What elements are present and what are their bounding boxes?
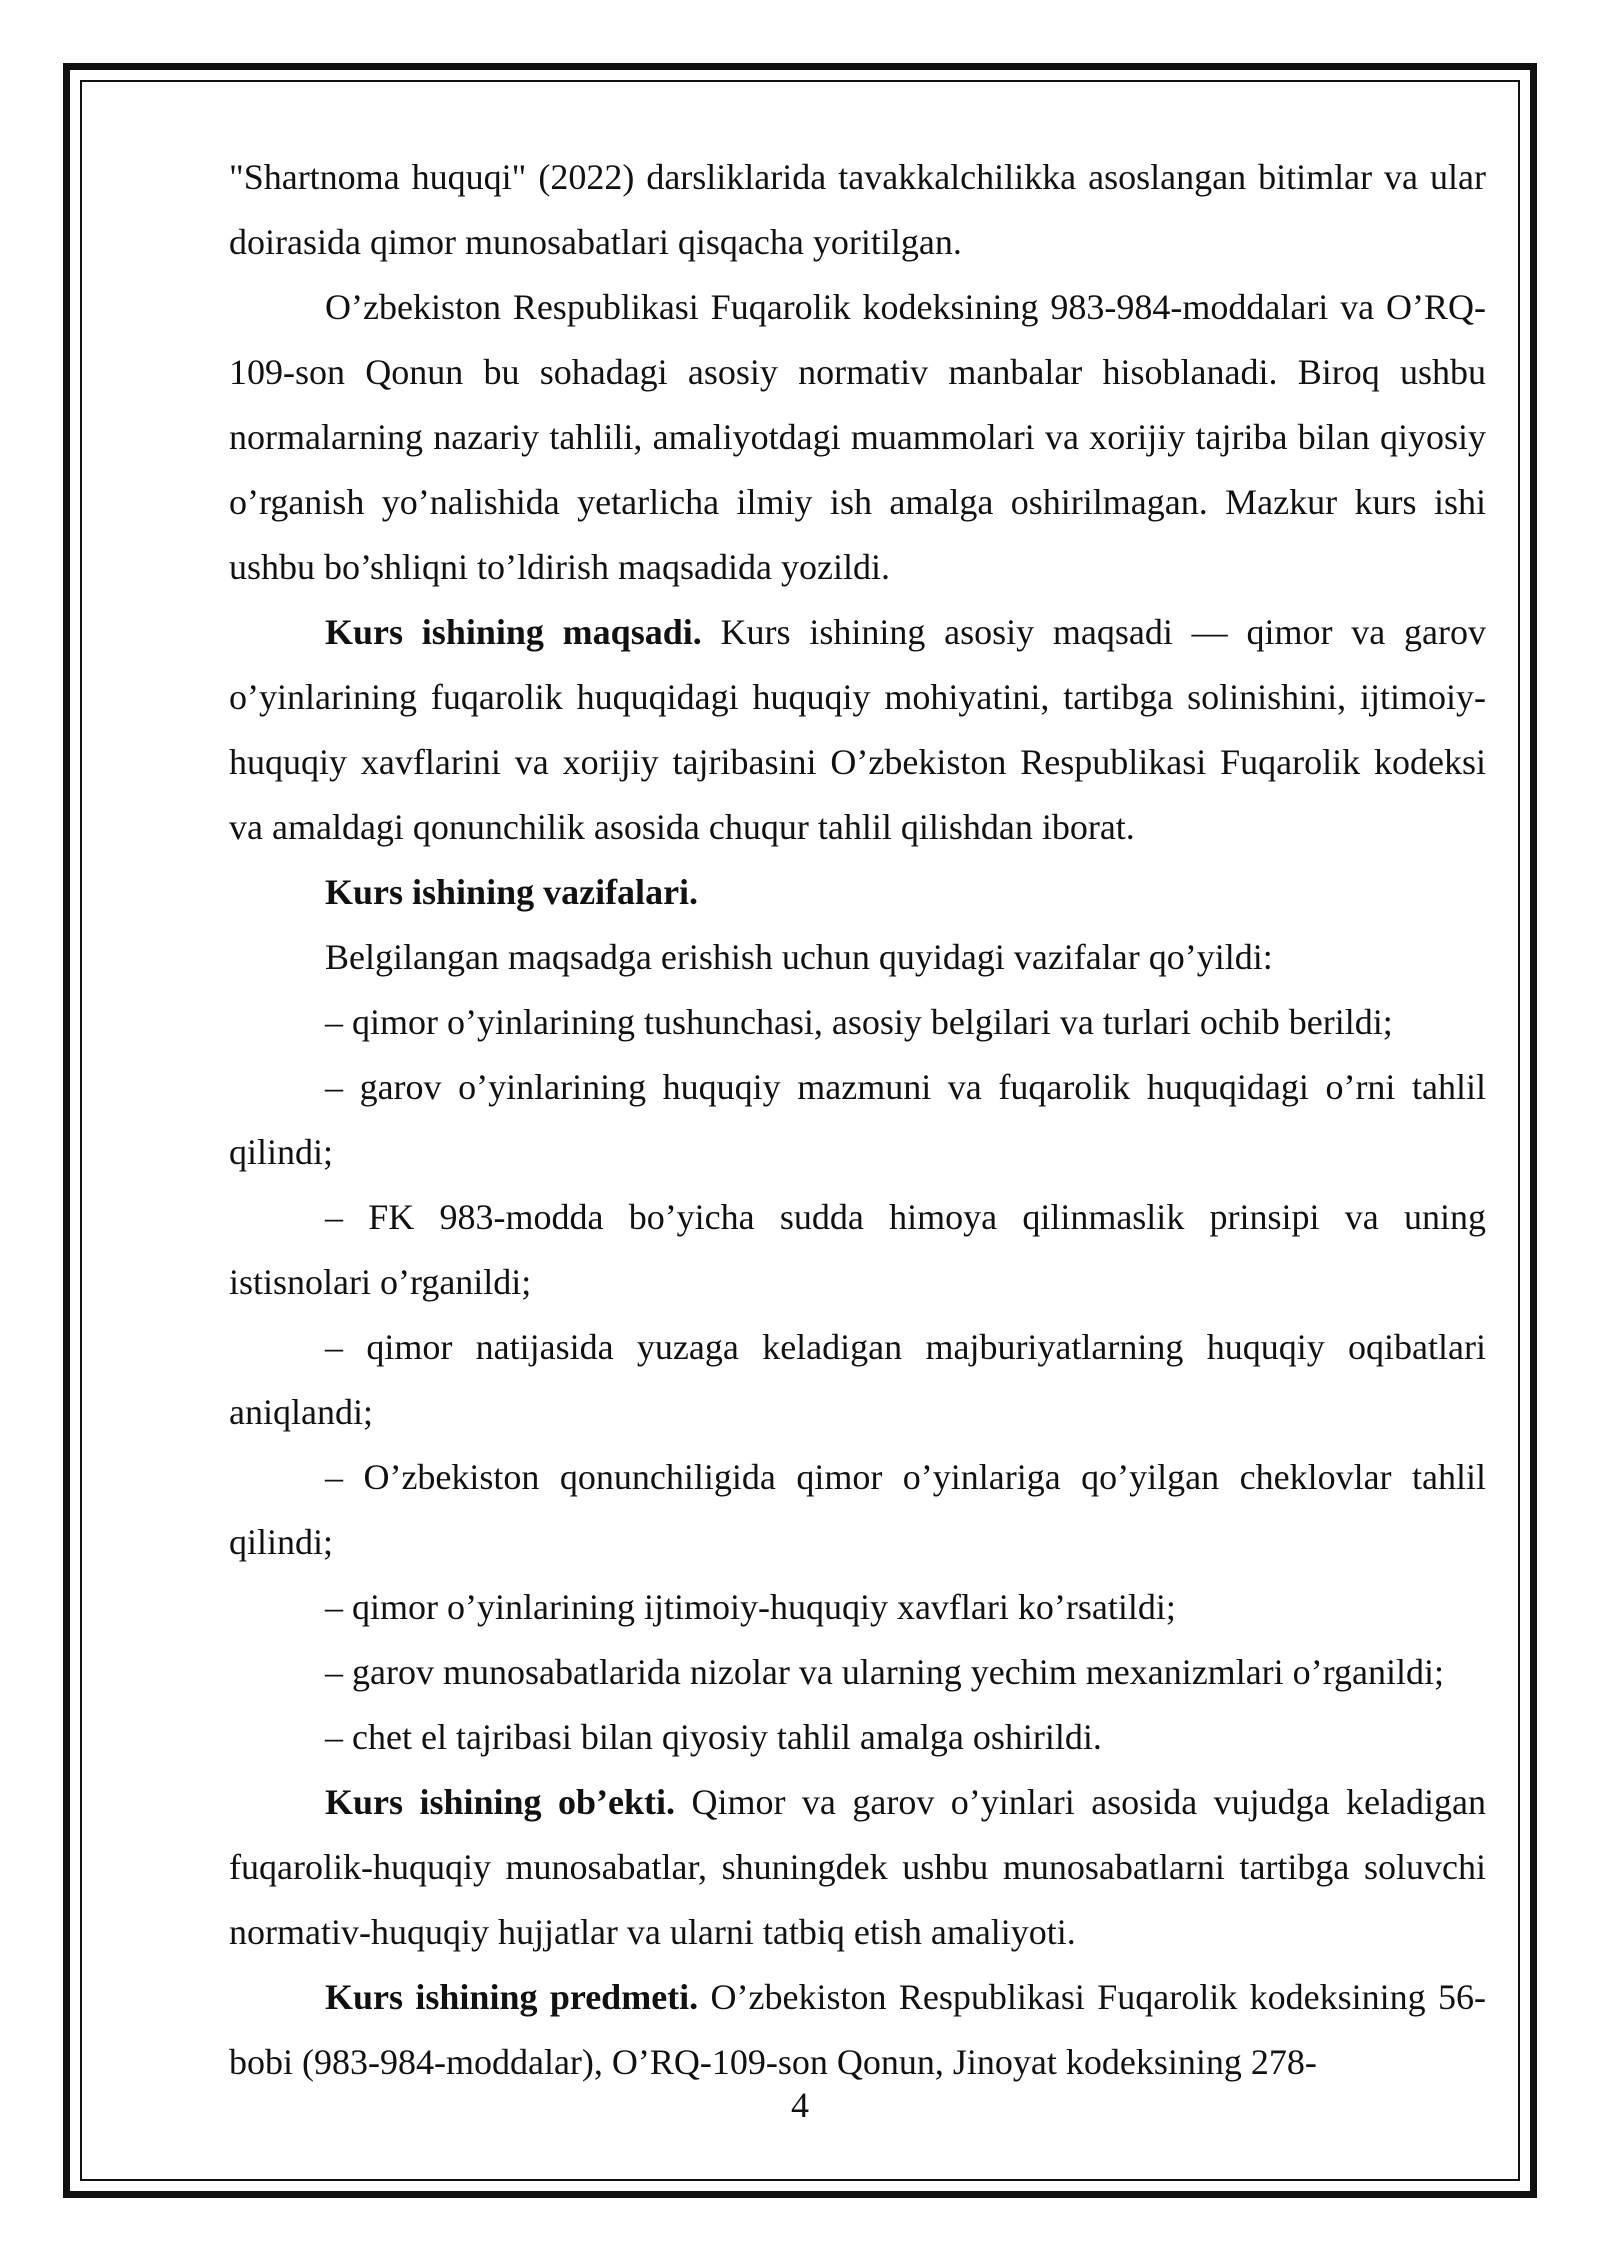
task-list-item: – qimor o’yinlarining tushunchasi, asosiy belgilari va turlari ochib berildi; [325,1002,1393,1042]
heading-subject: Kurs ishining predmeti. [325,1977,699,2017]
paragraph-subject: Kurs ishining predmeti. O’zbekiston Respublikasi Fuqarolik kodeksining 56-bobi (983-984-moddalar), O’RQ-109-son Qonun, Jinoyat kodeksining 278- [229,1977,1486,2082]
task-list-item: – garov munosabatlarida nizolar va ularning yechim mexanizmlari o’rganildi; [325,1652,1444,1692]
task-list-item: – FK 983-modda bo’yicha sudda himoya qilinmaslik prinsipi va uning istisnolari o’rganildi; [229,1197,1486,1302]
paragraph-object: Kurs ishining ob’ekti. Qimor va garov o’yinlari asosida vujudga keladigan fuqarolik-huquqiy munosabatlar, shuningdek ushbu munosabatlarni tartibga soluvchi normativ-huquqiy hujjatlar va ularni tatbiq etish amaliyoti. [229,1782,1487,1952]
paragraph-tasks-intro: Belgilangan maqsadga erishish uchun quyidagi vazifalar qo’yildi: [325,937,1273,977]
heading-tasks: Kurs ishining vazifalari. [325,872,699,912]
task-list-item: – O’zbekiston qonunchiligida qimor o’yinlariga qo’yilgan cheklovlar tahlil qilindi; [229,1457,1486,1562]
task-list-item: – qimor natijasida yuzaga keladigan majburiyatlarning huquqiy oqibatlari aniqlandi; [229,1327,1486,1432]
heading-purpose: Kurs ishining maqsadi. [325,612,702,652]
heading-object: Kurs ishining ob’ekti. [325,1782,676,1822]
task-list-item: – chet el tajribasi bilan qiyosiy tahlil amalga oshirildi. [325,1717,1102,1757]
paragraph-purpose: Kurs ishining maqsadi. Kurs ishining asosiy maqsadi — qimor va garov o’yinlarining fuqarolik huquqidagi huquqiy mohiyatini, tartibga solinishini, ijtimoiy-huquqiy xavflarini va xorijiy tajribasini O’zbekiston Respublikasi Fuqarolik kodeksi va amaldagi qonunchilik asosida chuqur tahlil qilishdan iborat. [229,612,1487,847]
paragraph-normative-sources: O’zbekiston Respublikasi Fuqarolik kodeksining 983-984-moddalari va O’RQ-109-son Qonun bu sohadagi asosiy normativ manbalar hisoblanadi. Biroq ushbu normalarning nazariy tahlili, amaliyotdagi muammolari va xorijiy tajriba bilan qiyosiy o’rganish yo’nalishida yetarlicha ilmiy ish amalga oshirilmagan. Mazkur kurs ishi ushbu bo’shliqni to’ldirish maqsadida yozildi. [229,287,1486,587]
paragraph-continuation: "Shartnoma huquqi" (2022) darsliklarida tavakkalchilikka asoslangan bitimlar va ular doirasida qimor munosabatlari qisqacha yoritilgan. [229,157,1486,262]
page-number: 4 [791,2085,809,2125]
task-list-item: – qimor o’yinlarining ijtimoiy-huquqiy xavflari ko’rsatildi; [325,1587,1176,1627]
document-body [229,145,1486,2095]
task-list-item: – garov o’yinlarining huquqiy mazmuni va fuqarolik huquqidagi o’rni tahlil qilindi; [229,1067,1486,1172]
